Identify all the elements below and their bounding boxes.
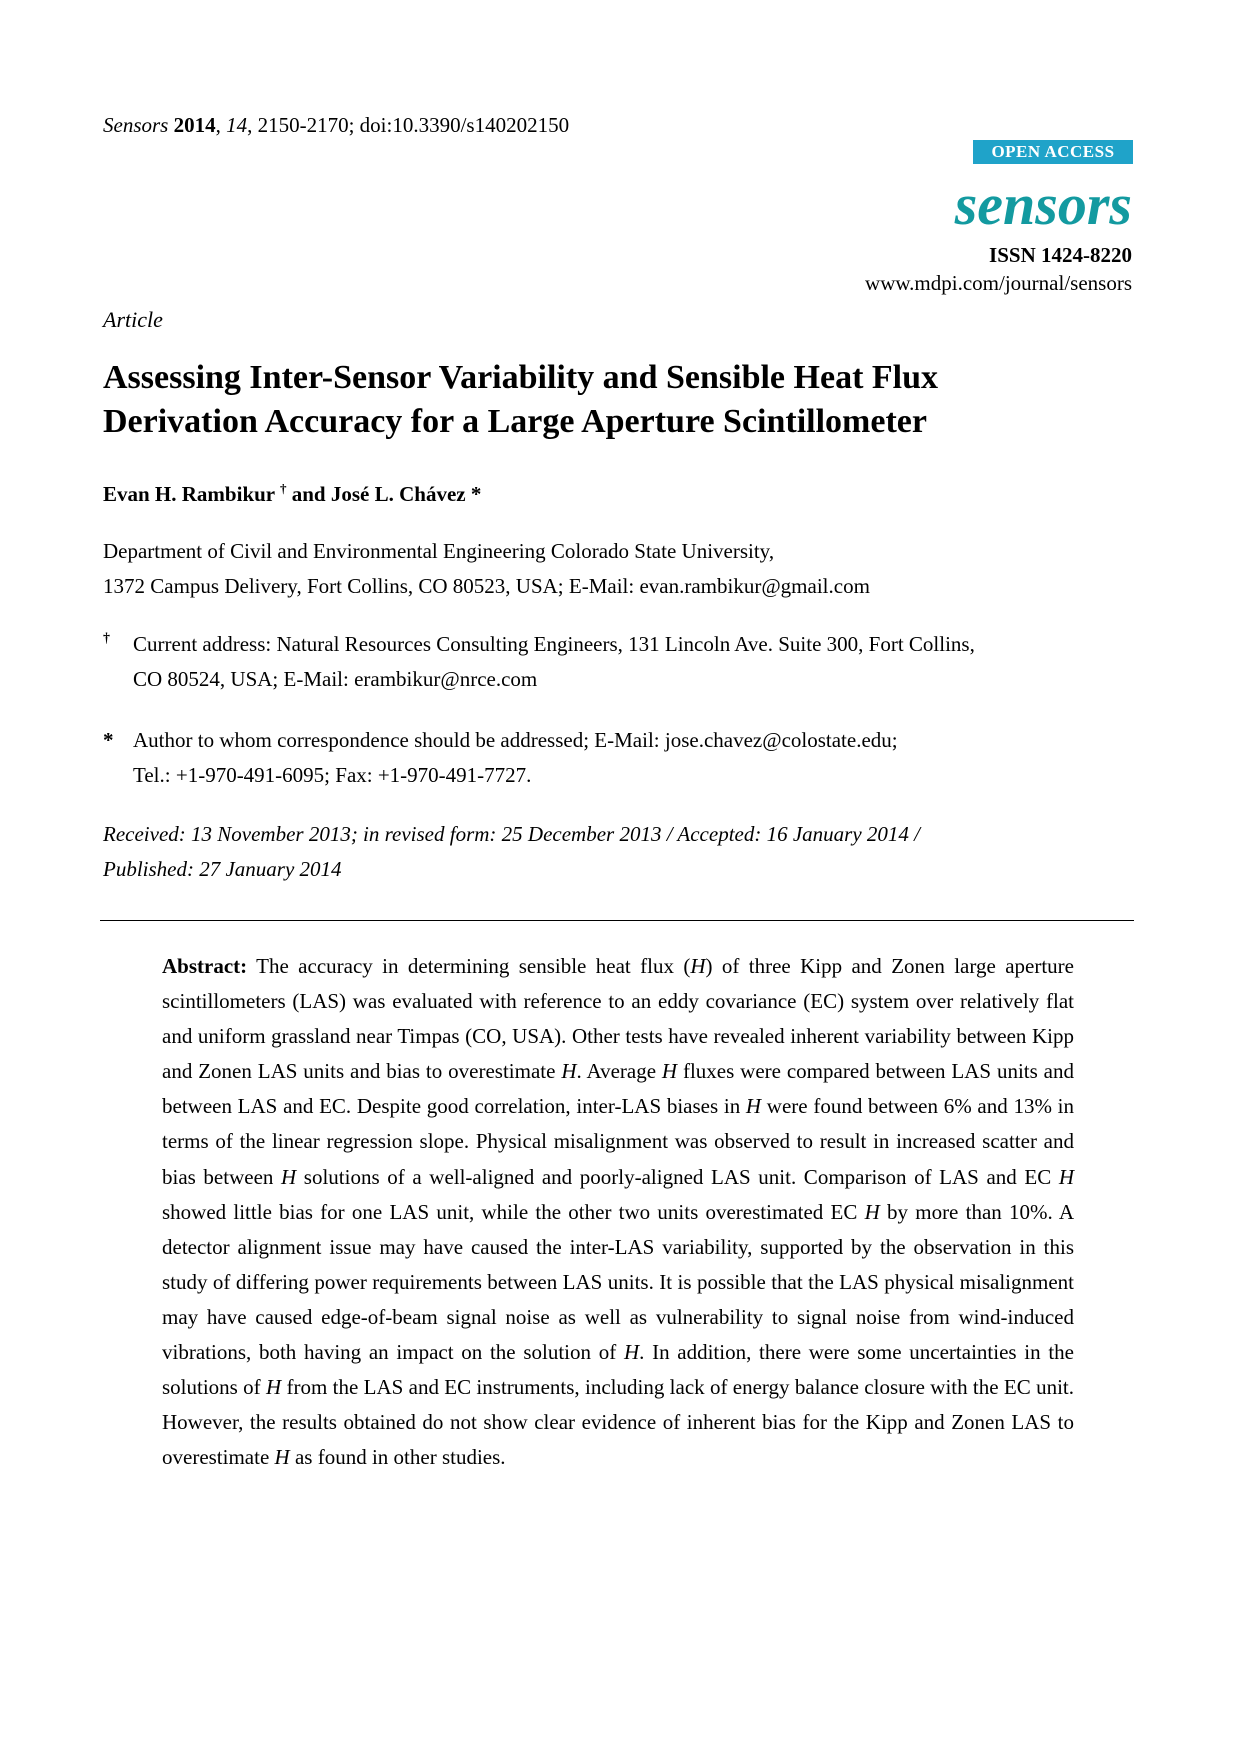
affiliation-line-1: Department of Civil and Environmental Engineering Colorado State University, [103, 539, 775, 563]
abstract-text: fluxes were compared between LAS units and between LAS and EC. Despite good correlation, inter-LAS biases in [162, 1059, 1074, 1119]
abstract-text: . Average [576, 1059, 662, 1084]
citation-year: 2014 [173, 113, 216, 137]
open-access-badge: OPEN ACCESS [973, 140, 1133, 164]
note1-line-1: Current address: Natural Resources Consulting Engineers, 131 Lincoln Ave. Suite 300, Fort Collins, [133, 632, 975, 656]
abstract-symbol-h: H [690, 954, 706, 978]
abstract-text: . In addition, there were some uncertainties in the solutions of [162, 1340, 1074, 1400]
journal-url[interactable]: www.mdpi.com/journal/sensors [865, 271, 1132, 295]
abstract-text: as found in other studies. [289, 1445, 506, 1470]
dagger-symbol: † [103, 631, 110, 646]
asterisk-symbol: * [103, 728, 114, 752]
author-1: Evan H. Rambikur [103, 482, 275, 506]
title-line-2: Derivation Accuracy for a Large Aperture Scintillometer [103, 403, 927, 440]
abstract-text: from the LAS and EC instruments, including lack of energy balance closure with the EC unit. However, the results obtained do not show clear evidence of inherent bias for the Kipp and Zonen LAS to overestimate [162, 1375, 1074, 1470]
note1-line-2: CO 80524, USA; E-Mail: erambikur@nrce.com [133, 667, 538, 691]
abstract-symbol-h: H [745, 1094, 762, 1119]
publication-dates [103, 817, 1143, 887]
journal-logo: sensors [954, 172, 1132, 237]
article-type: Article [103, 307, 163, 332]
article-title [103, 356, 1143, 444]
author-2-mark: * [465, 482, 482, 506]
author-1-mark: † [280, 481, 287, 496]
note2-line-1: Author to whom correspondence should be addressed; E-Mail: jose.chavez@colostate.edu; [133, 728, 898, 752]
abstract-symbol-h: H [266, 1375, 282, 1400]
abstract-symbol-h: H [1058, 1164, 1074, 1189]
abstract-symbol-h: H [623, 1340, 640, 1365]
abstract-symbol-h: H [661, 1059, 678, 1084]
abstract-symbol-h: H [864, 1199, 880, 1224]
footnote-current-address [103, 627, 1143, 697]
abstract-text: solutions of a well-aligned and poorly-aligned LAS unit. Comparison of LAS and EC [296, 1164, 1059, 1189]
abstract-label: Abstract: [162, 954, 248, 978]
author-list [103, 475, 481, 508]
note2-line-2: Tel.: +1-970-491-6095; Fax: +1-970-491-7727. [133, 763, 532, 787]
dates-line-2: Published: 27 January 2014 [103, 857, 342, 881]
abstract-symbol-h: H [274, 1445, 290, 1470]
divider [100, 920, 1134, 921]
affiliation [103, 534, 1143, 604]
abstract-text: ) of three Kipp and Zonen large aperture scintillometers (LAS) was evaluated with reference to an eddy covariance (EC) system over relatively flat and uniform grassland near Timpas (CO, USA). Other tests have revealed inherent variability between Kipp and Zonen LAS units and bias to overestimate [162, 954, 1074, 1084]
citation-pages-doi: , 2150-2170; doi:10.3390/s140202150 [247, 113, 570, 137]
abstract-text: were found between 6% and 13% in terms of the linear regression slope. Physical misalignment was observed to result in increased scatter and bias between [162, 1094, 1074, 1189]
title-line-1: Assessing Inter-Sensor Variability and Sensible Heat Flux [103, 359, 939, 396]
citation-volume: 14 [226, 113, 248, 137]
abstract [162, 949, 1074, 1475]
affiliation-line-2: 1372 Campus Delivery, Fort Collins, CO 80523, USA; E-Mail: evan.rambikur@gmail.com [103, 574, 870, 598]
author-2: José L. Chávez [330, 482, 466, 506]
author-joiner: and [286, 482, 331, 506]
abstract-symbol-h: H [561, 1059, 577, 1084]
journal-name: Sensors [103, 113, 169, 137]
abstract-text: showed little bias for one LAS unit, while the other two units overestimated EC [162, 1199, 865, 1224]
dates-line-1: Received: 13 November 2013; in revised form: 25 December 2013 / Accepted: 16 January 2014 / [103, 822, 921, 846]
abstract-symbol-h: H [281, 1164, 297, 1189]
abstract-text: The accuracy in determining sensible heat flux ( [247, 954, 691, 978]
abstract-text: by more than 10%. A detector alignment issue may have caused the inter-LAS variability, supported by the observation in this study of differing power requirements between LAS units. It is possible that the LAS physical misalignment may have caused edge-of-beam signal noise as well as vulnerability to signal noise from wind-induced vibrations, both having an impact on the solution of [162, 1199, 1074, 1365]
citation-line: Sensors 2014, 14, 2150-2170; doi:10.3390/s140202150 [103, 113, 570, 137]
footnote-correspondence [103, 723, 1143, 793]
issn: ISSN 1424-8220 [989, 243, 1132, 267]
